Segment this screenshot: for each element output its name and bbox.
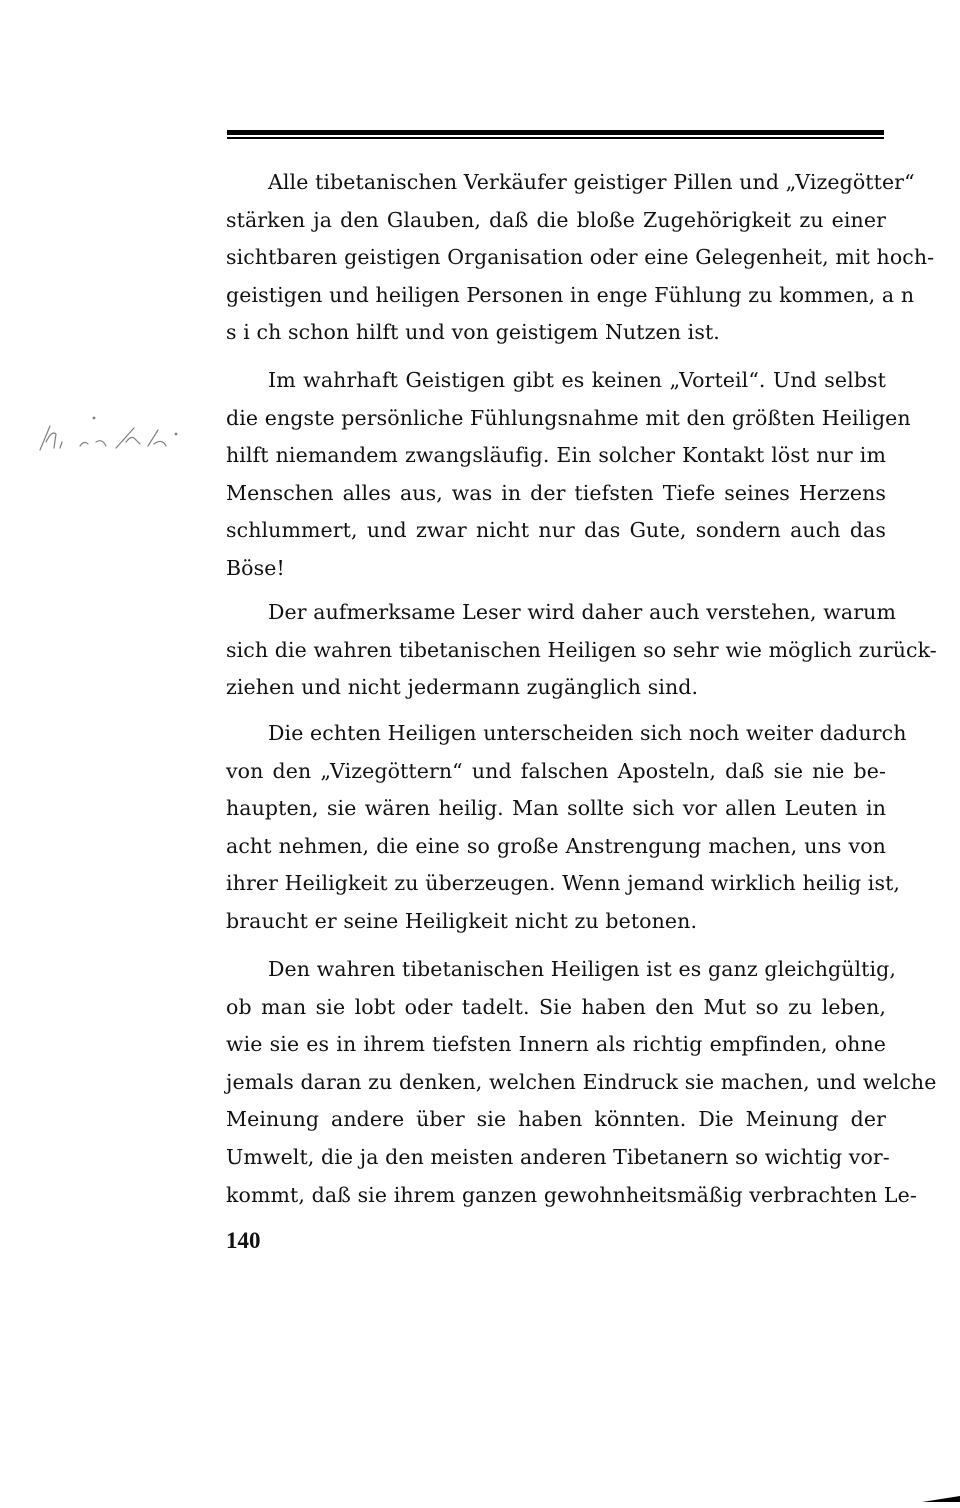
header-rule-thick	[227, 130, 884, 135]
handwritten-margin-note	[36, 412, 186, 456]
text-line: haupten, sie wären heilig. Man sollte sich vor allen Leuten in	[226, 796, 886, 821]
text-line: kommt, daß sie ihrem ganzen gewohnheitsmäßig verbrachten Le-	[226, 1182, 917, 1207]
paragraph-5	[226, 951, 937, 1214]
text-line: jemals daran zu denken, welchen Eindruck sie machen, und welche	[226, 1069, 937, 1094]
text-line: von den „Vizegöttern“ und falschen Aposteln, daß sie nie be-	[226, 758, 886, 783]
paragraph-1	[226, 164, 935, 352]
text-line: ihrer Heiligkeit zu überzeugen. Wenn jemand wirklich heilig ist,	[226, 871, 901, 896]
text-line: Umwelt, die ja den meisten anderen Tibetanern so wichtig vor-	[226, 1144, 890, 1169]
text-line: Böse!	[226, 555, 285, 580]
text-line: Den wahren tibetanischen Heiligen ist es ganz gleichgültig,	[268, 957, 897, 981]
text-line: Der aufmerksame Leser wird daher auch verstehen, warum	[268, 600, 896, 624]
page-number: 140	[226, 1228, 261, 1253]
header-rule-thin	[227, 137, 884, 139]
text-line: s i ch schon hilft und von geistigem Nutzen ist.	[226, 320, 720, 345]
text-line: die engste persönliche Fühlungsnahme mit den größten Heiligen	[226, 405, 911, 430]
text-line: schlummert, und zwar nicht nur das Gute, sondern auch das	[226, 518, 886, 543]
text-line: Die echten Heiligen unterscheiden sich noch weiter dadurch	[268, 721, 907, 745]
text-line: sich die wahren tibetanischen Heiligen so sehr wie möglich zurück-	[226, 637, 937, 662]
text-line: sichtbaren geistigen Organisation oder eine Gelegenheit, mit hoch-	[226, 245, 935, 270]
paragraph-3	[226, 594, 937, 707]
text-line: ob man sie lobt oder tadelt. Sie haben den Mut so zu leben,	[226, 994, 886, 1019]
scan-edge-mark	[922, 1496, 960, 1502]
text-line: hilft niemandem zwangsläufig. Ein solcher Kontakt löst nur im	[226, 443, 886, 468]
paragraph-4	[226, 715, 907, 941]
text-line: Meinung andere über sie haben könnten. Die Meinung der	[226, 1107, 886, 1132]
text-line: Menschen alles aus, was in der tiefsten Tiefe seines Herzens	[226, 480, 886, 505]
text-line: wie sie es in ihrem tiefsten Innern als richtig empfinden, ohne	[226, 1032, 886, 1057]
text-line: geistigen und heiligen Personen in enge Fühlung zu kommen, a n	[226, 282, 915, 307]
text-line: acht nehmen, die eine so große Anstrengung machen, uns von	[226, 833, 886, 858]
text-line: stärken ja den Glauben, daß die bloße Zugehörigkeit zu einer	[226, 207, 886, 232]
text-line: Alle tibetanischen Verkäufer geistiger Pillen und „Vizegötter“	[268, 170, 915, 194]
text-line: braucht er seine Heiligkeit nicht zu betonen.	[226, 908, 698, 933]
text-line: Im wahrhaft Geistigen gibt es keinen „Vorteil“. Und selbst	[268, 368, 886, 392]
text-line: ziehen und nicht jedermann zugänglich sind.	[226, 675, 699, 700]
paragraph-2	[226, 362, 911, 588]
